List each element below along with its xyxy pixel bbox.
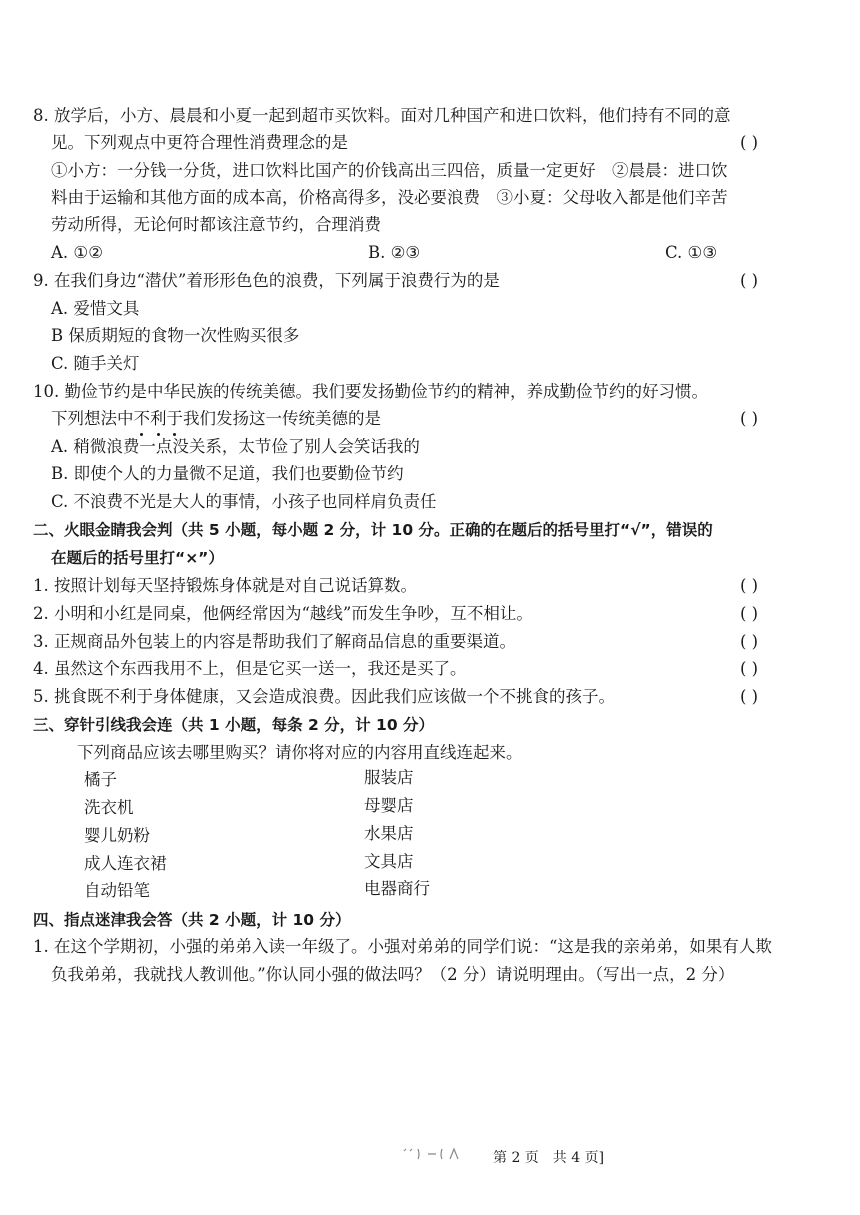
q10-option-b: B. 即使个人的力量微不足道，我们也要勤俭节约 (51, 464, 404, 483)
q10-option-c: C. 不浪费不光是大人的事情，小孩子也同样肩负责任 (51, 492, 437, 511)
page-number: 第 2 页 共 4 页] (493, 1150, 605, 1166)
q9-option-a: A. 爱惜文具 (51, 299, 140, 318)
q10-emphasis-char-1: 不 (134, 407, 151, 431)
q8-option-c: C. ①③ (665, 243, 718, 262)
section2-heading-line2: 在题后的括号里打“×”） (51, 549, 224, 567)
q10-stem-post: 我们发扬这一传统美德的是 (183, 409, 381, 428)
q8-option-b: B. ②③ (368, 243, 421, 262)
q8-stem-line4: 料由于运输和其他方面的成本高，价格高得多，没必要浪费 ③小夏：父母收入都是他们辛苦 (51, 188, 728, 207)
judge-item-4-paren: ( ) (740, 659, 759, 678)
q8-stem-line5: 劳动所得，无论何时都该注意节约，合理消费 (51, 215, 381, 234)
section3-heading: 三、穿针引线我会连（共 1 小题，每条 2 分，计 10 分） (33, 716, 435, 734)
q8-option-a: A. ①② (51, 243, 103, 262)
judge-item-1: 1. 按照计划每天坚持锻炼身体就是对自己说话算数。 (33, 576, 417, 595)
q8-stem-line3: ①小方：一分钱一分货，进口饮料比国产的价钱高出三四倍，质量一定更好 ②晨晨：进口饮 (51, 161, 728, 180)
q10-emphasis-char-3: 于 (167, 407, 184, 431)
match-left-item: 洗衣机 (84, 798, 134, 817)
judge-item-2-paren: ( ) (740, 604, 759, 623)
judge-item-5: 5. 挑食既不利于身体健康，又会造成浪费。因此我们应该做一个不挑食的孩子。 (33, 687, 615, 706)
q10-stem-line1: 10. 勤俭节约是中华民族的传统美德。我们要发扬勤俭节约的精神，养成勤俭节约的好习惯。 (33, 382, 708, 401)
judge-item-3-paren: ( ) (740, 632, 759, 651)
match-right-item: 电器商行 (364, 879, 430, 898)
footer-smudge (402, 1147, 482, 1165)
q10-stem-pre: 下列想法中 (51, 409, 134, 428)
match-left-item: 自动铅笔 (84, 881, 150, 900)
section4-heading: 四、指点迷津我会答（共 2 小题，计 10 分） (33, 911, 351, 929)
match-right-item: 服装店 (364, 768, 414, 787)
section3-instruction: 下列商品应该去哪里购买？请你将对应的内容用直线连起来。 (77, 743, 523, 762)
q9-option-c: C. 随手关灯 (51, 354, 140, 373)
match-right-item: 文具店 (364, 852, 414, 871)
match-left-item: 婴儿奶粉 (84, 826, 150, 845)
q10-answer-paren: ( ) (740, 409, 759, 428)
q10-emphasis-char-2: 利 (150, 407, 167, 431)
q10-stem-line2 (51, 407, 381, 431)
q9-answer-paren: ( ) (740, 271, 759, 290)
match-left-item: 成人连衣裙 (84, 854, 167, 873)
match-right-item: 水果店 (364, 824, 414, 843)
judge-item-3: 3. 正规商品外包装上的内容是帮助我们了解商品信息的重要渠道。 (33, 632, 516, 651)
judge-item-5-paren: ( ) (740, 687, 759, 706)
q9-stem: 9. 在我们身边“潜伏”着形形色色的浪费，下列属于浪费行为的是 (33, 271, 500, 290)
section2-heading-line1: 二、火眼金睛我会判（共 5 小题，每小题 2 分，计 10 分。正确的在题后的括号里打“√”，错误的 (33, 521, 713, 539)
q9-option-b: B 保质期短的食物一次性购买很多 (51, 326, 300, 345)
sec4-q1-line2: 负我弟弟，我就找人教训他。”你认同小强的做法吗？（2 分）请说明理由。（写出一点，2 分） (51, 965, 735, 984)
match-left-item: 橘子 (84, 770, 117, 789)
judge-item-1-paren: ( ) (740, 576, 759, 595)
judge-item-4: 4. 虽然这个东西我用不上，但是它买一送一，我还是买了。 (33, 659, 467, 678)
answer-space[interactable] (33, 995, 813, 1125)
sec4-q1-line1: 1. 在这个学期初，小强的弟弟入读一年级了。小强对弟弟的同学们说：“这是我的亲弟弟，如果有人欺 (33, 937, 772, 956)
judge-item-2: 2. 小明和小红是同桌，他俩经常因为“越线”而发生争吵，互不相让。 (33, 604, 533, 623)
q8-stem-line2: 见。下列观点中更符合理性消费理念的是 (51, 133, 348, 152)
q8-answer-paren: ( ) (740, 133, 759, 152)
q10-option-a: A. 稍微浪费一点没关系，太节俭了别人会笑话我的 (51, 437, 420, 456)
match-right-item: 母婴店 (364, 796, 414, 815)
footer-cut-mark (402, 1147, 482, 1161)
q8-stem-line1: 8. 放学后，小方、晨晨和小夏一起到超市买饮料。面对几种国产和进口饮料，他们持有不同的意 (33, 106, 731, 125)
